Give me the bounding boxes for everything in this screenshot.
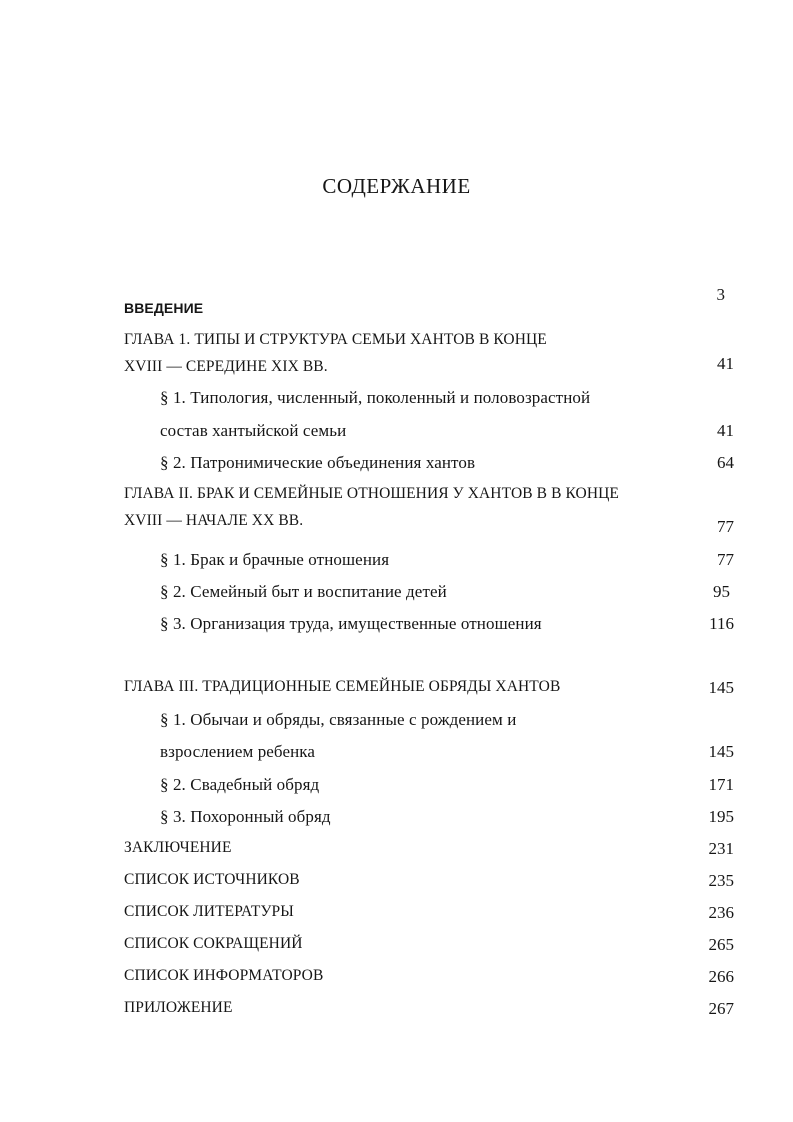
toc-page-number: 95 bbox=[713, 582, 730, 601]
toc-page-number: 236 bbox=[708, 903, 734, 922]
toc-entry-chapter-3: ГЛАВА III. ТРАДИЦИОННЫЕ СЕМЕЙНЫЕ ОБРЯДЫ ХАНТОВ bbox=[124, 678, 561, 695]
toc-entry-informants: СПИСОК ИНФОРМАТОРОВ bbox=[124, 967, 324, 984]
toc-page-number: 3 bbox=[716, 285, 725, 304]
toc-page-number: 41 bbox=[717, 354, 734, 373]
toc-page-number: 145 bbox=[708, 678, 734, 697]
toc-entry-appendix: ПРИЛОЖЕНИЕ bbox=[124, 999, 233, 1016]
toc-entry-ch3-section-1-cont: взрослением ребенка bbox=[160, 742, 316, 761]
toc-entry-ch2-section-1: § 1. Брак и брачные отношения bbox=[160, 550, 390, 569]
toc-entry-ch1-section-1-cont: состав хантыйской семьи bbox=[160, 421, 347, 440]
toc-entry-ch1-section-2: § 2. Патронимические объединения хантов bbox=[160, 453, 476, 472]
toc-entry-chapter-2: ГЛАВА II. БРАК И СЕМЕЙНЫЕ ОТНОШЕНИЯ У ХАНТОВ В В КОНЦЕ bbox=[124, 485, 620, 502]
toc-entry-abbreviations: СПИСОК СОКРАЩЕНИЙ bbox=[124, 935, 303, 952]
toc-entry-ch2-section-3: § 3. Организация труда, имущественные отношения bbox=[160, 614, 542, 633]
toc-entry-introduction: ВВЕДЕНИЕ bbox=[124, 300, 204, 316]
toc-page-number: 267 bbox=[708, 999, 734, 1018]
toc-entry-conclusion: ЗАКЛЮЧЕНИЕ bbox=[124, 839, 232, 856]
toc-page-number: 145 bbox=[708, 742, 734, 761]
toc-entry-ch1-section-1: § 1. Типология, численный, поколенный и половозрастной bbox=[160, 388, 591, 407]
toc-page-number: 266 bbox=[708, 967, 734, 986]
toc-entry-literature: СПИСОК ЛИТЕРАТУРЫ bbox=[124, 903, 294, 920]
toc-entry-ch3-section-2: § 2. Свадебный обряд bbox=[160, 775, 320, 794]
toc-page-number: 41 bbox=[717, 421, 734, 440]
toc-entry-sources: СПИСОК ИСТОЧНИКОВ bbox=[124, 871, 300, 888]
page-title: СОДЕРЖАНИЕ bbox=[322, 174, 471, 198]
toc-page-number: 77 bbox=[717, 517, 734, 536]
toc-entry-ch3-section-1: § 1. Обычаи и обряды, связанные с рождением и bbox=[160, 710, 517, 729]
toc-page-number: 231 bbox=[708, 839, 734, 858]
toc-entry-ch3-section-3: § 3. Похоронный обряд bbox=[160, 807, 331, 826]
toc-entry-ch2-section-2: § 2. Семейный быт и воспитание детей bbox=[160, 582, 447, 601]
toc-page-number: 64 bbox=[717, 453, 734, 472]
toc-entry-chapter-1-cont: XVIII — СЕРЕДИНЕ XIX ВВ. bbox=[124, 358, 328, 375]
toc-entry-chapter-2-cont: XVIII — НАЧАЛЕ XX ВВ. bbox=[124, 512, 304, 529]
toc-page-number: 171 bbox=[708, 775, 734, 794]
toc-entry-chapter-1: ГЛАВА 1. ТИПЫ И СТРУКТУРА СЕМЬИ ХАНТОВ В КОНЦЕ bbox=[124, 331, 547, 348]
toc-page-number: 265 bbox=[708, 935, 734, 954]
toc-page-number: 235 bbox=[708, 871, 734, 890]
toc-page-number: 195 bbox=[708, 807, 734, 826]
toc-page-number: 116 bbox=[709, 614, 734, 633]
toc-page-number: 77 bbox=[717, 550, 734, 569]
